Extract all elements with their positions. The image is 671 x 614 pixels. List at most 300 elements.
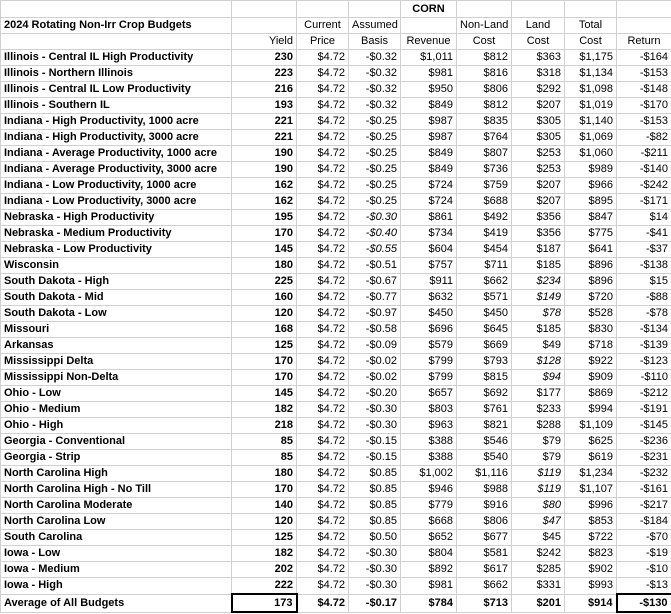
land-cost-value: $288 <box>512 418 565 434</box>
basis-value: -$0.25 <box>349 178 401 194</box>
table-row <box>1 402 671 418</box>
table-row <box>1 370 671 386</box>
nonland-cost-value: $662 <box>457 274 512 290</box>
average-nonland-cost-value: $713 <box>457 594 512 612</box>
revenue-value: $861 <box>401 210 457 226</box>
revenue-value: $799 <box>401 370 457 386</box>
total-cost-value: $830 <box>565 322 617 338</box>
land-cost-value: $242 <box>512 546 565 562</box>
price-value: $4.72 <box>297 82 349 98</box>
revenue-value: $981 <box>401 578 457 595</box>
budget-name: Missouri <box>1 322 232 338</box>
table-row <box>1 546 671 562</box>
yield-value: 182 <box>232 402 297 418</box>
price-value: $4.72 <box>297 386 349 402</box>
column-header: Price <box>297 34 349 50</box>
yield-value: 230 <box>232 50 297 66</box>
revenue-value: $450 <box>401 306 457 322</box>
table-row <box>1 178 671 194</box>
nonland-cost-value: $677 <box>457 530 512 546</box>
yield-value: 190 <box>232 146 297 162</box>
price-value: $4.72 <box>297 354 349 370</box>
column-header <box>617 18 671 34</box>
column-header: Basis <box>349 34 401 50</box>
price-value: $4.72 <box>297 562 349 578</box>
land-cost-value: $305 <box>512 114 565 130</box>
return-value: -$217 <box>617 498 671 514</box>
revenue-value: $987 <box>401 114 457 130</box>
return-value: -$212 <box>617 386 671 402</box>
return-value: -$145 <box>617 418 671 434</box>
revenue-value: $388 <box>401 434 457 450</box>
basis-value: -$0.09 <box>349 338 401 354</box>
basis-value: -$0.67 <box>349 274 401 290</box>
yield-value: 221 <box>232 130 297 146</box>
yield-value: 216 <box>232 82 297 98</box>
average-price-value: $4.72 <box>297 594 349 612</box>
nonland-cost-value: $806 <box>457 82 512 98</box>
budget-name: Illinois - Central IL Low Productivity <box>1 82 232 98</box>
nonland-cost-value: $916 <box>457 498 512 514</box>
table-row <box>1 418 671 434</box>
total-cost-value: $718 <box>565 338 617 354</box>
budget-name: South Dakota - Low <box>1 306 232 322</box>
column-header: Non-Land <box>457 18 512 34</box>
table-row <box>1 322 671 338</box>
revenue-value: $779 <box>401 498 457 514</box>
average-yield-value: 173 <box>232 594 297 612</box>
budget-name: Mississippi Delta <box>1 354 232 370</box>
price-value: $4.72 <box>297 306 349 322</box>
price-value: $4.72 <box>297 466 349 482</box>
table-row <box>1 210 671 226</box>
table-row <box>1 194 671 210</box>
table-row <box>1 258 671 274</box>
price-value: $4.72 <box>297 178 349 194</box>
table-row <box>1 114 671 130</box>
budget-name: Indiana - High Productivity, 3000 acre <box>1 130 232 146</box>
nonland-cost-value: $669 <box>457 338 512 354</box>
yield-value: 221 <box>232 114 297 130</box>
basis-value: -$0.15 <box>349 434 401 450</box>
blank-cell <box>1 1 232 18</box>
nonland-cost-value: $759 <box>457 178 512 194</box>
return-value: -$82 <box>617 130 671 146</box>
return-value: -$13 <box>617 578 671 595</box>
return-value: -$148 <box>617 82 671 98</box>
total-cost-value: $1,019 <box>565 98 617 114</box>
return-value: -$134 <box>617 322 671 338</box>
return-value: -$161 <box>617 482 671 498</box>
budget-name: Illinois - Southern IL <box>1 98 232 114</box>
column-header: Cost <box>512 34 565 50</box>
price-value: $4.72 <box>297 130 349 146</box>
column-header: Land <box>512 18 565 34</box>
basis-value: -$0.20 <box>349 386 401 402</box>
nonland-cost-value: $454 <box>457 242 512 258</box>
land-cost-value: $128 <box>512 354 565 370</box>
header-row-bottom <box>1 34 671 50</box>
table-row <box>1 386 671 402</box>
total-cost-value: $1,060 <box>565 146 617 162</box>
table-row <box>1 274 671 290</box>
nonland-cost-value: $546 <box>457 434 512 450</box>
budget-name: Nebraska - High Productivity <box>1 210 232 226</box>
nonland-cost-value: $835 <box>457 114 512 130</box>
budget-name: Iowa - Medium <box>1 562 232 578</box>
budget-name: Indiana - Low Productivity, 1000 acre <box>1 178 232 194</box>
nonland-cost-value: $571 <box>457 290 512 306</box>
price-value: $4.72 <box>297 418 349 434</box>
price-value: $4.72 <box>297 114 349 130</box>
total-cost-value: $528 <box>565 306 617 322</box>
basis-value: -$0.97 <box>349 306 401 322</box>
yield-value: 193 <box>232 98 297 114</box>
total-cost-value: $902 <box>565 562 617 578</box>
nonland-cost-value: $645 <box>457 322 512 338</box>
nonland-cost-value: $692 <box>457 386 512 402</box>
yield-value: 125 <box>232 530 297 546</box>
nonland-cost-value: $1,116 <box>457 466 512 482</box>
price-value: $4.72 <box>297 258 349 274</box>
table-row <box>1 338 671 354</box>
budget-name: Illinois - Northern Illinois <box>1 66 232 82</box>
return-value: -$37 <box>617 242 671 258</box>
revenue-value: $911 <box>401 274 457 290</box>
price-value: $4.72 <box>297 578 349 595</box>
table-row <box>1 130 671 146</box>
column-header <box>401 18 457 34</box>
nonland-cost-value: $793 <box>457 354 512 370</box>
price-value: $4.72 <box>297 66 349 82</box>
revenue-value: $804 <box>401 546 457 562</box>
table-row <box>1 50 671 66</box>
return-value: -$88 <box>617 290 671 306</box>
basis-value: -$0.25 <box>349 114 401 130</box>
nonland-cost-value: $662 <box>457 578 512 595</box>
basis-value: -$0.32 <box>349 82 401 98</box>
price-value: $4.72 <box>297 402 349 418</box>
total-cost-value: $722 <box>565 530 617 546</box>
return-value: $15 <box>617 274 671 290</box>
return-value: -$70 <box>617 530 671 546</box>
revenue-value: $388 <box>401 450 457 466</box>
nonland-cost-value: $540 <box>457 450 512 466</box>
revenue-value: $652 <box>401 530 457 546</box>
return-value: -$19 <box>617 546 671 562</box>
land-cost-value: $49 <box>512 338 565 354</box>
yield-value: 162 <box>232 194 297 210</box>
column-header: Current <box>297 18 349 34</box>
land-cost-value: $318 <box>512 66 565 82</box>
total-cost-value: $1,175 <box>565 50 617 66</box>
return-value: -$164 <box>617 50 671 66</box>
blank-cell <box>232 1 297 18</box>
return-value: -$153 <box>617 114 671 130</box>
table-row <box>1 450 671 466</box>
land-cost-value: $79 <box>512 434 565 450</box>
price-value: $4.72 <box>297 450 349 466</box>
price-value: $4.72 <box>297 322 349 338</box>
yield-value: 180 <box>232 466 297 482</box>
revenue-value: $632 <box>401 290 457 306</box>
basis-value: -$0.30 <box>349 578 401 595</box>
revenue-value: $724 <box>401 194 457 210</box>
revenue-value: $757 <box>401 258 457 274</box>
land-cost-value: $356 <box>512 210 565 226</box>
yield-value: 170 <box>232 226 297 242</box>
land-cost-value: $94 <box>512 370 565 386</box>
budget-name: Indiana - Low Productivity, 3000 acre <box>1 194 232 210</box>
revenue-value: $696 <box>401 322 457 338</box>
basis-value: -$0.55 <box>349 242 401 258</box>
nonland-cost-value: $806 <box>457 514 512 530</box>
budget-name: North Carolina High - No Till <box>1 482 232 498</box>
header-row-top <box>1 18 671 34</box>
yield-value: 170 <box>232 370 297 386</box>
column-header <box>232 18 297 34</box>
column-header: Yield <box>232 34 297 50</box>
basis-value: -$0.77 <box>349 290 401 306</box>
basis-value: -$0.58 <box>349 322 401 338</box>
return-value: -$153 <box>617 66 671 82</box>
land-cost-value: $253 <box>512 162 565 178</box>
budget-name: Ohio - Low <box>1 386 232 402</box>
nonland-cost-value: $761 <box>457 402 512 418</box>
revenue-value: $1,002 <box>401 466 457 482</box>
price-value: $4.72 <box>297 434 349 450</box>
total-cost-value: $993 <box>565 578 617 595</box>
column-header: Total <box>565 18 617 34</box>
revenue-value: $579 <box>401 338 457 354</box>
table-row <box>1 290 671 306</box>
total-cost-value: $996 <box>565 498 617 514</box>
price-value: $4.72 <box>297 290 349 306</box>
table-row <box>1 98 671 114</box>
table-row <box>1 482 671 498</box>
return-value: -$236 <box>617 434 671 450</box>
budget-name: Indiana - High Productivity, 1000 acre <box>1 114 232 130</box>
return-value: -$242 <box>617 178 671 194</box>
basis-value: $0.85 <box>349 466 401 482</box>
revenue-value: $604 <box>401 242 457 258</box>
total-cost-value: $1,107 <box>565 482 617 498</box>
basis-value: -$0.30 <box>349 418 401 434</box>
total-cost-value: $823 <box>565 546 617 562</box>
average-total-cost-value: $914 <box>565 594 617 612</box>
table-title: 2024 Rotating Non-Irr Crop Budgets <box>1 18 232 34</box>
basis-value: -$0.30 <box>349 546 401 562</box>
return-value: -$41 <box>617 226 671 242</box>
revenue-value: $892 <box>401 562 457 578</box>
average-return-value: -$130 <box>617 594 671 612</box>
yield-value: 225 <box>232 274 297 290</box>
land-cost-value: $177 <box>512 386 565 402</box>
table-row <box>1 242 671 258</box>
basis-value: -$0.32 <box>349 50 401 66</box>
return-value: -$139 <box>617 338 671 354</box>
budget-name: Georgia - Strip <box>1 450 232 466</box>
basis-value: -$0.02 <box>349 354 401 370</box>
basis-value: -$0.25 <box>349 162 401 178</box>
land-cost-value: $45 <box>512 530 565 546</box>
basis-value: -$0.32 <box>349 66 401 82</box>
basis-value: -$0.25 <box>349 146 401 162</box>
price-value: $4.72 <box>297 210 349 226</box>
total-cost-value: $619 <box>565 450 617 466</box>
budget-name: Ohio - Medium <box>1 402 232 418</box>
total-cost-value: $847 <box>565 210 617 226</box>
basis-value: $0.85 <box>349 514 401 530</box>
yield-value: 125 <box>232 338 297 354</box>
yield-value: 145 <box>232 386 297 402</box>
column-header: Assumed <box>349 18 401 34</box>
nonland-cost-value: $711 <box>457 258 512 274</box>
land-cost-value: $233 <box>512 402 565 418</box>
budget-name: Arkansas <box>1 338 232 354</box>
table-row <box>1 226 671 242</box>
revenue-value: $987 <box>401 130 457 146</box>
revenue-value: $849 <box>401 146 457 162</box>
average-row <box>1 594 671 612</box>
nonland-cost-value: $736 <box>457 162 512 178</box>
return-value: -$171 <box>617 194 671 210</box>
basis-value: $0.50 <box>349 530 401 546</box>
basis-value: -$0.51 <box>349 258 401 274</box>
land-cost-value: $207 <box>512 194 565 210</box>
return-value: -$191 <box>617 402 671 418</box>
land-cost-value: $78 <box>512 306 565 322</box>
budget-name: Indiana - Average Productivity, 1000 acre <box>1 146 232 162</box>
revenue-value: $734 <box>401 226 457 242</box>
price-value: $4.72 <box>297 98 349 114</box>
revenue-value: $799 <box>401 354 457 370</box>
land-cost-value: $234 <box>512 274 565 290</box>
total-cost-value: $641 <box>565 242 617 258</box>
nonland-cost-value: $812 <box>457 98 512 114</box>
nonland-cost-value: $816 <box>457 66 512 82</box>
total-cost-value: $896 <box>565 258 617 274</box>
price-value: $4.72 <box>297 498 349 514</box>
land-cost-value: $207 <box>512 178 565 194</box>
yield-value: 190 <box>232 162 297 178</box>
budget-name: South Dakota - Mid <box>1 290 232 306</box>
land-cost-value: $253 <box>512 146 565 162</box>
budget-name: Nebraska - Low Productivity <box>1 242 232 258</box>
nonland-cost-value: $450 <box>457 306 512 322</box>
budget-name: Ohio - High <box>1 418 232 434</box>
table-row <box>1 466 671 482</box>
basis-value: -$0.30 <box>349 402 401 418</box>
budget-name: Wisconsin <box>1 258 232 274</box>
revenue-value: $657 <box>401 386 457 402</box>
budget-name: North Carolina Low <box>1 514 232 530</box>
land-cost-value: $119 <box>512 482 565 498</box>
return-value: -$231 <box>617 450 671 466</box>
basis-value: -$0.30 <box>349 210 401 226</box>
land-cost-value: $47 <box>512 514 565 530</box>
return-value: -$140 <box>617 162 671 178</box>
price-value: $4.72 <box>297 338 349 354</box>
total-cost-value: $994 <box>565 402 617 418</box>
total-cost-value: $1,134 <box>565 66 617 82</box>
yield-value: 202 <box>232 562 297 578</box>
return-value: -$78 <box>617 306 671 322</box>
table-row <box>1 82 671 98</box>
price-value: $4.72 <box>297 370 349 386</box>
total-cost-value: $775 <box>565 226 617 242</box>
column-header: Cost <box>565 34 617 50</box>
land-cost-value: $187 <box>512 242 565 258</box>
land-cost-value: $79 <box>512 450 565 466</box>
total-cost-value: $989 <box>565 162 617 178</box>
revenue-value: $724 <box>401 178 457 194</box>
yield-value: 168 <box>232 322 297 338</box>
total-cost-value: $1,140 <box>565 114 617 130</box>
land-cost-value: $119 <box>512 466 565 482</box>
revenue-value: $803 <box>401 402 457 418</box>
nonland-cost-value: $688 <box>457 194 512 210</box>
blank-cell <box>512 1 565 18</box>
blank-cell <box>565 1 617 18</box>
table-row <box>1 306 671 322</box>
table-row <box>1 162 671 178</box>
return-value: -$184 <box>617 514 671 530</box>
nonland-cost-value: $764 <box>457 130 512 146</box>
revenue-value: $981 <box>401 66 457 82</box>
basis-value: -$0.25 <box>349 130 401 146</box>
total-cost-value: $869 <box>565 386 617 402</box>
budget-name: North Carolina High <box>1 466 232 482</box>
crop-header-row <box>1 1 671 18</box>
table-row <box>1 530 671 546</box>
land-cost-value: $331 <box>512 578 565 595</box>
average-basis-value: -$0.17 <box>349 594 401 612</box>
price-value: $4.72 <box>297 146 349 162</box>
budget-name: Iowa - High <box>1 578 232 595</box>
land-cost-value: $363 <box>512 50 565 66</box>
blank-cell <box>617 1 671 18</box>
basis-value: $0.85 <box>349 498 401 514</box>
land-cost-value: $80 <box>512 498 565 514</box>
basis-value: -$0.02 <box>349 370 401 386</box>
table-row <box>1 562 671 578</box>
table-row <box>1 354 671 370</box>
nonland-cost-value: $581 <box>457 546 512 562</box>
return-value: -$10 <box>617 562 671 578</box>
basis-value: -$0.32 <box>349 98 401 114</box>
land-cost-value: $149 <box>512 290 565 306</box>
table-row <box>1 498 671 514</box>
budget-name: South Dakota - High <box>1 274 232 290</box>
revenue-value: $849 <box>401 98 457 114</box>
land-cost-value: $292 <box>512 82 565 98</box>
basis-value: -$0.40 <box>349 226 401 242</box>
basis-value: -$0.25 <box>349 194 401 210</box>
blank-cell <box>297 1 349 18</box>
price-value: $4.72 <box>297 50 349 66</box>
yield-value: 162 <box>232 178 297 194</box>
total-cost-value: $922 <box>565 354 617 370</box>
price-value: $4.72 <box>297 194 349 210</box>
yield-value: 223 <box>232 66 297 82</box>
return-value: -$170 <box>617 98 671 114</box>
price-value: $4.72 <box>297 274 349 290</box>
table-row <box>1 514 671 530</box>
return-value: -$232 <box>617 466 671 482</box>
revenue-value: $668 <box>401 514 457 530</box>
price-value: $4.72 <box>297 226 349 242</box>
